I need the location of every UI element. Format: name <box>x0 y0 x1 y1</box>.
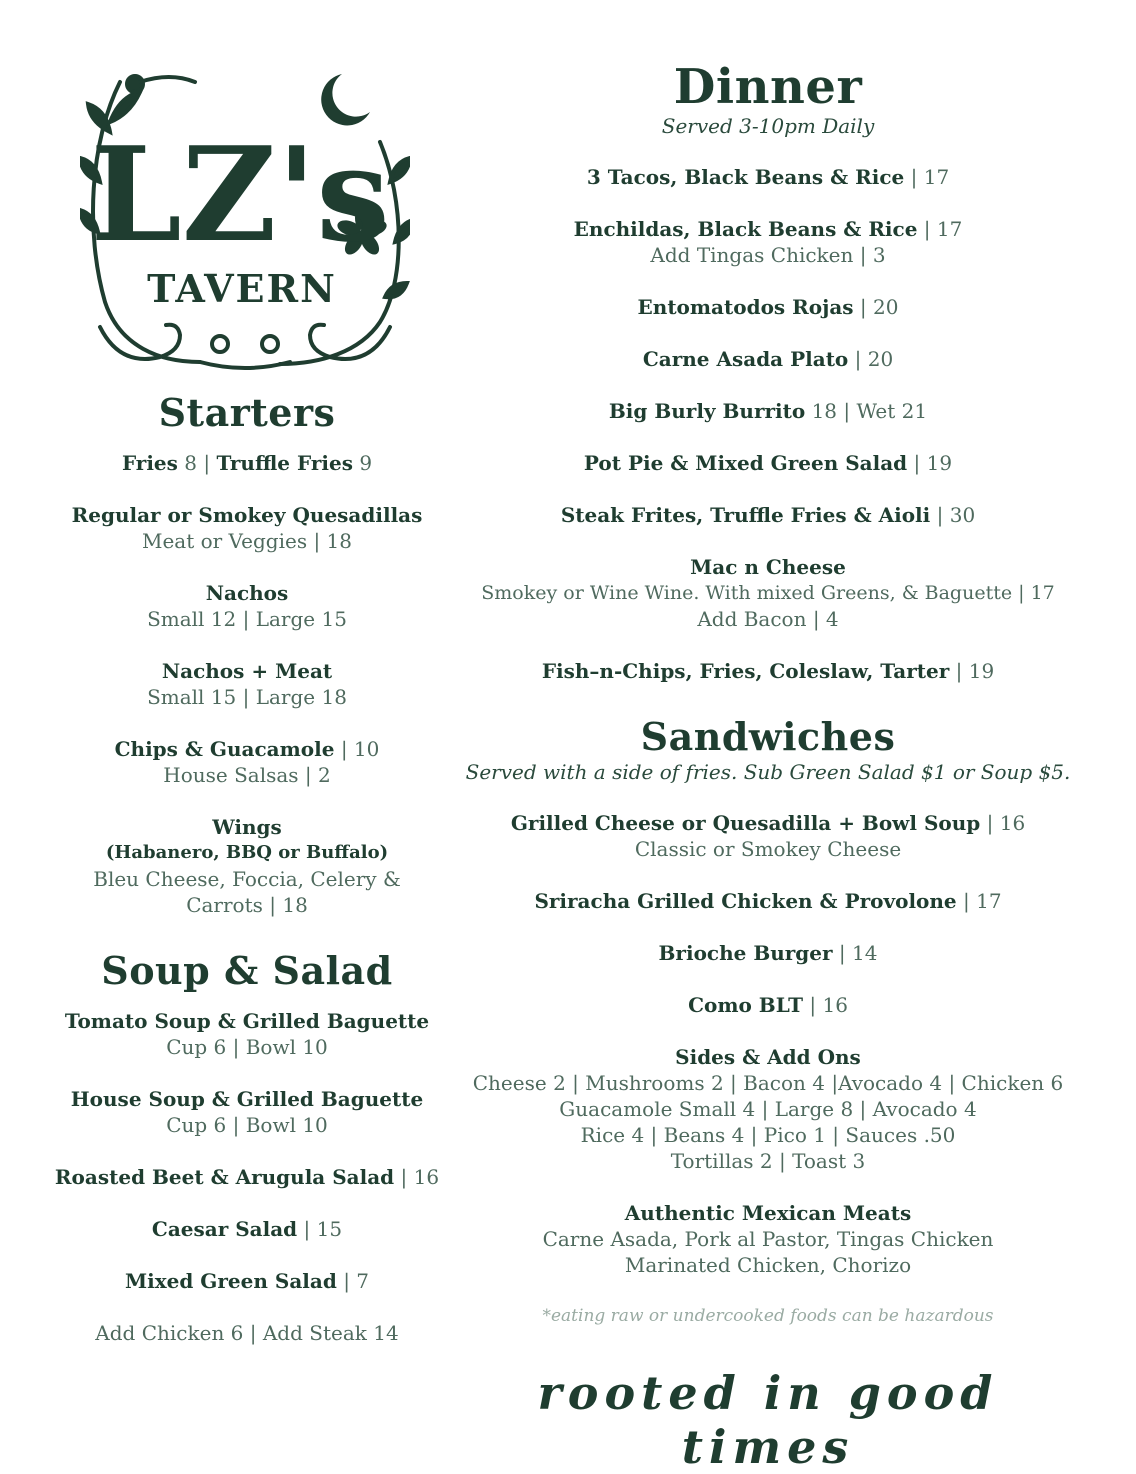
menu-item-steak-frites: Steak Frites, Truffle Fries & Aioli | 30 <box>560 503 976 527</box>
tagline: rooted in good times <box>537 1366 999 1474</box>
menu-item-chips-guacamole: Chips & Guacamole | 10 House Salsas | 2 <box>114 737 380 787</box>
menu-item-beet-salad: Roasted Beet & Arugula Salad | 16 <box>54 1165 440 1189</box>
meats-line: Marinated Chicken, Chorizo <box>624 1253 912 1277</box>
menu-item-tomato-soup: Tomato Soup & Grilled Baguette Cup 6 | Bowl 10 <box>64 1009 430 1059</box>
soup-salad-title: Soup & Salad <box>101 948 393 993</box>
menu-item-mixed-green-salad: Mixed Green Salad | 7 <box>124 1269 370 1293</box>
meats-title: Authentic Mexican Meats <box>624 1201 912 1225</box>
menu-item-house-soup: House Soup & Grilled Baguette Cup 6 | Bowl 10 <box>70 1087 424 1137</box>
raw-food-warning: *eating raw or undercooked foods can be hazardous <box>542 1306 994 1326</box>
sandwiches-title: Sandwiches <box>640 714 896 759</box>
menu-item-sriracha-chicken: Sriracha Grilled Chicken & Provolone | 17 <box>534 889 1002 913</box>
sides-add-ons <box>458 1044 1078 1174</box>
sides-title: Sides & Add Ons <box>675 1045 861 1069</box>
menu-item-caesar-salad: Caesar Salad | 15 <box>151 1217 343 1241</box>
menu-item-entomatodos: Entomatodos Rojas | 20 <box>637 295 899 319</box>
menu-item-nachos-meat: Nachos + Meat Small 15 | Large 18 <box>147 659 347 709</box>
sides-line: Guacamole Small 4 | Large 8 | Avocado 4 <box>559 1097 977 1121</box>
menu-item-fries: Fries 8 | Truffle Fries 9 <box>121 451 373 475</box>
authentic-meats <box>458 1200 1078 1278</box>
menu-item-carne-asada: Carne Asada Plato | 20 <box>642 347 894 371</box>
menu-item-add-protein: Add Chicken 6 | Add Steak 14 <box>95 1321 399 1345</box>
menu-item-pot-pie: Pot Pie & Mixed Green Salad | 19 <box>583 451 953 475</box>
right-column <box>458 60 1078 1474</box>
menu-item-fish-n-chips: Fish–n-Chips, Fries, Coleslaw, Tarter | 19 <box>541 659 995 683</box>
menu-item-brioche-burger: Brioche Burger | 14 <box>658 941 878 965</box>
menu-item-tacos: 3 Tacos, Black Beans & Rice | 17 <box>586 165 950 189</box>
lzs-tavern-logo <box>80 62 410 380</box>
menu-item-burrito: Big Burly Burrito 18 | Wet 21 <box>608 399 928 423</box>
menu-item-grilled-cheese: Grilled Cheese or Quesadilla + Bowl Soup | 16 Classic or Smokey Cheese <box>510 811 1026 861</box>
sandwiches-subtitle: Served with a side of fries. Sub Green Salad $1 or Soup $5. <box>465 760 1071 784</box>
dinner-title: Dinner <box>673 59 863 115</box>
dinner-subtitle: Served 3-10pm Daily <box>661 114 875 138</box>
sides-line: Tortillas 2 | Toast 3 <box>670 1149 866 1173</box>
menu-item-mac-n-cheese: Mac n Cheese Smokey or Wine Wine. With mixed Greens, & Baguette | 17 Add Bacon | 4 <box>481 555 1055 631</box>
menu-item-como-blt: Como BLT | 16 <box>688 993 848 1017</box>
meats-line: Carne Asada, Pork al Pastor, Tingas Chicken <box>542 1227 994 1251</box>
menu-item-enchiladas: Enchildas, Black Beans & Rice | 17 Add Tingas Chicken | 3 <box>573 217 963 267</box>
logo-name: LZ's <box>90 118 390 271</box>
starters-title: Starters <box>158 390 336 435</box>
menu-item-nachos: Nachos Small 12 | Large 15 <box>147 581 347 631</box>
menu-item-wings: Wings (Habanero, BBQ or Buffalo) Bleu Cheese, Foccia, Celery & Carrots | 18 <box>93 815 401 917</box>
menu-item-quesadillas: Regular or Smokey Quesadillas Meat or Veggies | 18 <box>71 503 423 553</box>
logo-subtitle: TAVERN <box>147 266 337 311</box>
sides-line: Cheese 2 | Mushrooms 2 | Bacon 4 |Avocado 4 | Chicken 6 <box>472 1071 1064 1095</box>
sides-line: Rice 4 | Beans 4 | Pico 1 | Sauces .50 <box>580 1123 956 1147</box>
left-column <box>50 390 444 1346</box>
